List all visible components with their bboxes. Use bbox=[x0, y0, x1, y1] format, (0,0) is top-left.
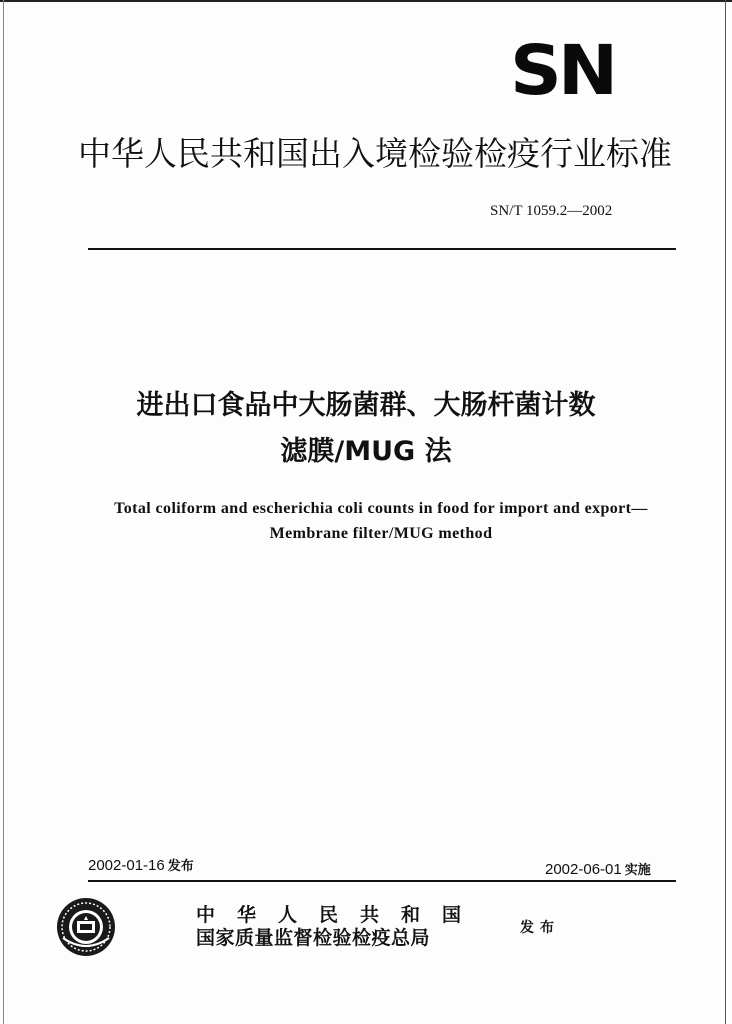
issuer-line2: 国家质量监督检验检疫总局 bbox=[196, 927, 431, 949]
scan-edge-left bbox=[3, 0, 4, 1024]
issue-date-value: 2002-01-16 bbox=[88, 857, 165, 874]
implement-date-suffix: 实施 bbox=[624, 863, 651, 878]
title-en: Total coliform and escherichia coli counts in food for import and export—Membrane filter/MUG method bbox=[114, 500, 648, 542]
top-divider bbox=[88, 248, 676, 250]
title-cn-line1: 进出口食品中大肠菌群、大肠杆菌计数 bbox=[136, 390, 596, 421]
implement-date-value: 2002-06-01 bbox=[545, 861, 622, 878]
scan-edge-top bbox=[0, 0, 732, 2]
standard-code: SN/T 1059.2—2002 bbox=[490, 203, 613, 219]
scan-edge-right bbox=[725, 0, 726, 1024]
sn-logo: SN bbox=[510, 30, 615, 110]
issuer-line1: 中华人民共和国 bbox=[196, 904, 484, 926]
implement-date bbox=[545, 859, 651, 878]
national-emblem-seal-icon bbox=[55, 896, 117, 958]
org-title: 中华人民共和国出入境检验检疫行业标准 bbox=[78, 134, 672, 173]
issue-date-suffix: 发布 bbox=[167, 859, 194, 874]
issue-word: 发布 bbox=[520, 920, 560, 936]
issue-date bbox=[88, 855, 194, 874]
title-cn-line2: 滤膜/MUG 法 bbox=[280, 436, 452, 467]
bottom-divider bbox=[88, 880, 676, 882]
